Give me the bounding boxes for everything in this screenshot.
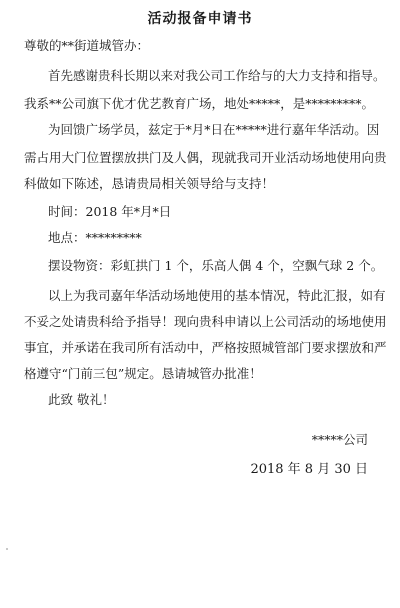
event-items: 摆设物资：彩虹拱门 1 个，乐高人偶 4 个，空飘气球 2 个。 bbox=[48, 258, 384, 273]
paragraph-3-line-2: 不妥之处请贵科给予指导！现向贵科申请以上公司活动的场地使用 bbox=[24, 314, 387, 329]
paragraph-2-line-1: 为回馈广场学员，兹定于*月*日在*****进行嘉年华活动。因 bbox=[48, 122, 380, 137]
paragraph-2-line-3: 科做如下陈述，恳请贵局相关领导给与支持！ bbox=[24, 176, 275, 191]
scan-speck bbox=[6, 548, 8, 550]
paragraph-3-line-4: 格遵守“门前三包”规定。恳请城管办批准！ bbox=[24, 366, 262, 381]
event-time: 时间：2018 年*月*日 bbox=[48, 204, 172, 219]
paragraph-3-line-3: 事宜，并承诺在我司所有活动中，严格按照城管部门要求摆放和严 bbox=[24, 340, 387, 355]
paragraph-2-line-2: 需占用大门位置摆放拱门及人偶，现就我司开业活动场地使用向贵 bbox=[24, 150, 387, 165]
paragraph-1-line-2: 我系**公司旗下优才优艺教育广场，地处*****，是*********。 bbox=[24, 96, 375, 111]
paragraph-1-line-1: 首先感谢贵科长期以来对我公司工作给与的大力支持和指导。 bbox=[48, 68, 386, 83]
signature-date: 2018 年 8 月 30 日 bbox=[250, 462, 368, 477]
event-place: 地点：********* bbox=[48, 230, 142, 245]
salutation: 尊敬的**街道城管办： bbox=[24, 38, 150, 53]
closing-salute: 此致 敬礼！ bbox=[48, 392, 115, 407]
document-title: 活动报备申请书 bbox=[147, 11, 253, 27]
signature-company: *****公司 bbox=[311, 432, 368, 447]
paragraph-3-line-1: 以上为我司嘉年华活动场地使用的基本情况，特此汇报，如有 bbox=[48, 288, 386, 303]
